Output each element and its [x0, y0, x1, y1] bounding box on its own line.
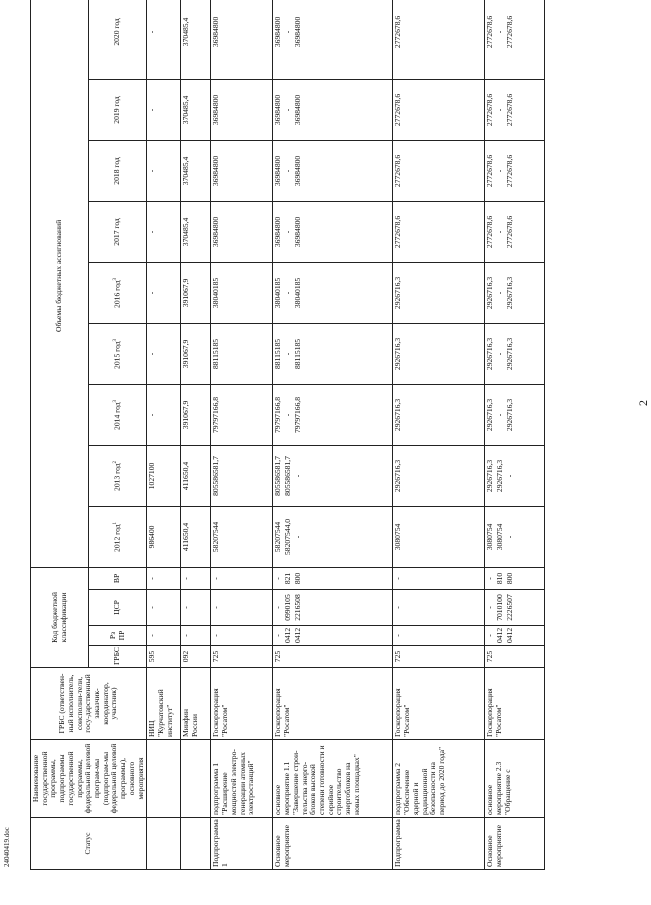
code-grbs-line: 725 — [273, 650, 283, 663]
value-cell-line: 88115185 — [293, 338, 303, 369]
table-row — [181, 0, 211, 870]
code-vr-line: 810 — [495, 572, 505, 585]
value-cell-line: 79797166,8 — [211, 396, 221, 433]
value-cell — [485, 384, 545, 445]
grbs-line: институт" — [164, 704, 174, 737]
value-cell-line: - — [495, 108, 505, 112]
header-volumes: Объемы бюджетных ассигнований — [31, 0, 89, 567]
value-cell-line: - — [147, 291, 157, 295]
value-cell — [393, 0, 485, 79]
code-csr-line: 2226507 — [505, 594, 515, 621]
value-cell — [211, 79, 273, 140]
status-cell: Основное мероприятие — [485, 818, 545, 870]
value-cell-line: 2926716,3 — [485, 459, 495, 493]
code-vr — [393, 567, 485, 589]
code-grbs-line: 092 — [181, 650, 191, 663]
code-rzpr-line: - — [393, 634, 403, 637]
value-cell — [393, 79, 485, 140]
code-rzpr-line: - — [485, 634, 495, 637]
code-rzpr — [485, 626, 545, 646]
value-cell — [273, 506, 393, 567]
value-cell-line: - — [293, 535, 303, 539]
value-cell — [393, 140, 485, 201]
value-cell — [147, 445, 181, 506]
code-csr — [147, 590, 181, 626]
name-cell: основное мероприятие 1.1 "Завершение строи-тельства энерго-блоков высокой степени готовности и серийное строительство энергоблоков на новых площадках" — [273, 740, 393, 818]
value-cell-line: 391067,9 — [181, 339, 191, 369]
code-vr-line: - — [147, 577, 157, 580]
grbs-line: Госкорпорация — [485, 688, 495, 737]
code-grbs — [181, 646, 211, 668]
value-cell-line: - — [505, 535, 515, 539]
value-cell — [485, 140, 545, 201]
code-rzpr-line: 0412 — [283, 627, 293, 643]
value-cell-line: 411650,4 — [181, 522, 191, 552]
code-grbs — [211, 646, 273, 668]
value-cell-line: 3080754 — [485, 523, 495, 551]
value-cell-line: 805586581,7 — [283, 456, 293, 496]
value-cell — [393, 506, 485, 567]
value-cell-line: 2772678,6 — [485, 15, 495, 49]
value-cell — [485, 323, 545, 384]
grbs-line: России — [190, 714, 200, 737]
value-cell — [211, 0, 273, 79]
value-cell-line: 2926716,3 — [393, 398, 403, 432]
header-year: 2012 год$^1$ — [89, 506, 147, 567]
code-rzpr-line: - — [181, 634, 191, 637]
value-cell — [211, 140, 273, 201]
value-cell-line: 36984800 — [293, 16, 303, 48]
header-year: 2016 год$^3$ — [89, 262, 147, 323]
value-cell-line: 2926716,3 — [393, 337, 403, 371]
value-cell-line: 36984800 — [211, 94, 221, 126]
value-cell-line: - — [147, 230, 157, 234]
value-cell — [393, 445, 485, 506]
value-cell — [273, 140, 393, 201]
status-cell: Подпрограмма 1 — [211, 818, 273, 870]
value-cell — [147, 201, 181, 262]
footer-filename: 24040419.doc — [3, 827, 11, 867]
grbs-line: "Росатом" — [282, 704, 292, 737]
value-cell-line: - — [147, 413, 157, 417]
table-row — [393, 0, 485, 870]
code-csr — [211, 590, 273, 626]
value-cell-line: 391067,9 — [181, 400, 191, 430]
value-cell-line: 36984800 — [273, 94, 283, 126]
table-body — [147, 0, 545, 870]
value-cell — [211, 445, 273, 506]
value-cell — [181, 0, 211, 79]
table-row — [147, 0, 181, 870]
value-cell-line: 2926716,3 — [393, 459, 403, 493]
value-cell-line: - — [283, 352, 293, 356]
value-cell-line: 1027100 — [147, 462, 157, 490]
value-cell-line: - — [495, 352, 505, 356]
code-grbs-line — [496, 648, 506, 665]
value-cell — [211, 201, 273, 262]
code-csr-line: - — [273, 606, 283, 609]
code-grbs — [273, 646, 393, 668]
value-cell-line: 36984800 — [293, 216, 303, 248]
value-cell-line: - — [495, 291, 505, 295]
name-cell: подпрограмма 2 "Обеспечение ядерной и радиационной безопасности на период до 2020 года" — [393, 740, 485, 818]
code-vr-line: 800 — [505, 572, 515, 585]
grbs-responsible-cell — [393, 668, 485, 740]
value-cell — [181, 506, 211, 567]
value-cell-line: 2772678,6 — [505, 15, 515, 49]
value-cell-line: - — [147, 352, 157, 356]
header-status: Статус — [31, 818, 147, 870]
code-grbs-line: 725 — [393, 650, 403, 663]
budget-table — [30, 0, 545, 870]
code-csr — [393, 590, 485, 626]
code-vr-line: 821 — [283, 572, 293, 585]
grbs-line: Госкорпорация — [273, 688, 283, 737]
value-cell-line: 79797166,8 — [273, 396, 283, 433]
value-cell — [393, 201, 485, 262]
value-cell-line: 58207544 — [273, 521, 283, 553]
header-code-vr: ВР — [89, 567, 147, 589]
code-vr — [485, 567, 545, 589]
value-cell — [181, 201, 211, 262]
value-cell-line: - — [283, 30, 293, 34]
value-cell-line: 36984800 — [273, 216, 283, 248]
value-cell-line: 36984800 — [211, 16, 221, 48]
value-cell — [273, 262, 393, 323]
table-row — [211, 0, 273, 870]
value-cell — [393, 262, 485, 323]
code-vr — [147, 567, 181, 589]
value-cell — [485, 506, 545, 567]
value-cell-line: 2772678,6 — [393, 154, 403, 188]
code-vr-line: 800 — [293, 572, 303, 585]
code-vr-line: - — [273, 577, 283, 580]
value-cell-line: 36984800 — [273, 155, 283, 187]
header-code-csr: ЦСР — [89, 590, 147, 626]
code-rzpr-line: - — [211, 634, 221, 637]
value-cell-line: - — [283, 413, 293, 417]
value-cell — [147, 79, 181, 140]
code-vr-line: - — [485, 577, 495, 580]
value-cell-line: 2926716,3 — [485, 398, 495, 432]
value-cell-line: 2772678,6 — [393, 15, 403, 49]
value-cell — [393, 323, 485, 384]
value-cell-line: 2772678,6 — [485, 215, 495, 249]
code-csr — [181, 590, 211, 626]
grbs-line: "Росатом" — [402, 704, 412, 737]
value-cell-line: 38040185 — [293, 277, 303, 309]
table-row — [485, 0, 545, 870]
value-cell-line: 36984800 — [273, 16, 283, 48]
value-cell — [181, 323, 211, 384]
value-cell-line: 88115185 — [273, 338, 283, 369]
grbs-line: "Росатом" — [494, 704, 504, 737]
value-cell-line: - — [283, 169, 293, 173]
header-code-rzpr: Рз ПР — [89, 626, 147, 646]
value-cell-line: 370485,4 — [181, 156, 191, 186]
value-cell-line: 2926716,3 — [393, 276, 403, 310]
value-cell-line: 986400 — [147, 525, 157, 549]
code-rzpr-line: - — [273, 634, 283, 637]
value-cell-line: 370485,4 — [181, 95, 191, 125]
value-cell-line: 370485,4 — [181, 217, 191, 247]
code-rzpr — [147, 626, 181, 646]
grbs-line: Госкорпорация — [211, 688, 221, 737]
code-rzpr — [393, 626, 485, 646]
value-cell-line: 36984800 — [211, 155, 221, 187]
budget-table-sheet — [30, 15, 632, 870]
value-cell-line: 2926716,3 — [485, 337, 495, 371]
value-cell-line: 2772678,6 — [485, 154, 495, 188]
value-cell-line: 2926716,3 — [505, 398, 515, 432]
code-csr-line: - — [181, 606, 191, 609]
page-number: 2 — [636, 400, 650, 406]
status-cell — [181, 818, 211, 870]
code-rzpr-line: 0412 — [293, 627, 303, 643]
value-cell — [485, 262, 545, 323]
value-cell-line: - — [283, 291, 293, 295]
code-grbs-line — [294, 648, 304, 665]
grbs-responsible-cell — [181, 668, 211, 740]
value-cell — [181, 140, 211, 201]
header-year: 2017 год — [89, 201, 147, 262]
code-vr-line: - — [211, 577, 221, 580]
value-cell — [485, 445, 545, 506]
grbs-line: Госкорпорация — [393, 688, 403, 737]
code-grbs-line: 725 — [211, 650, 221, 663]
value-cell — [147, 323, 181, 384]
code-rzpr — [211, 626, 273, 646]
header-budget-code: Код бюджетной классификации — [31, 567, 89, 667]
value-cell-line: 2926716,3 — [505, 276, 515, 310]
value-cell-line: 2926716,3 — [485, 276, 495, 310]
code-grbs-line: 725 — [485, 650, 495, 663]
value-cell-line: - — [283, 108, 293, 112]
header-year: 2018 год — [89, 140, 147, 201]
value-cell-line: - — [283, 230, 293, 234]
value-cell-line: - — [293, 474, 303, 478]
value-cell-line: 2772678,6 — [505, 215, 515, 249]
status-cell: Подпрограмма — [393, 818, 485, 870]
value-cell-line: 391067,9 — [181, 278, 191, 308]
code-grbs-line — [284, 648, 294, 665]
code-grbs-line: 595 — [147, 650, 157, 663]
value-cell — [147, 384, 181, 445]
code-vr — [211, 567, 273, 589]
code-csr — [485, 590, 545, 626]
code-grbs — [393, 646, 485, 668]
value-cell-line: 36984800 — [211, 216, 221, 248]
value-cell — [181, 384, 211, 445]
value-cell-line: 805586581,7 — [273, 456, 283, 496]
value-cell-line: 2772678,6 — [505, 93, 515, 127]
value-cell — [273, 79, 393, 140]
value-cell — [147, 262, 181, 323]
value-cell — [273, 323, 393, 384]
header-grbs-responsible: ГРБС (ответствен-ный исполнитель, соисполни-тели, госу-дарственный заказчик-координатор, участник) — [31, 668, 147, 740]
header-year: 2014 год$^3$ — [89, 384, 147, 445]
value-cell-line: 2926716,3 — [495, 459, 505, 493]
code-grbs — [147, 646, 181, 668]
value-cell-line: - — [147, 108, 157, 112]
code-rzpr-line: 0412 — [495, 627, 505, 643]
grbs-line: Минфин — [181, 709, 191, 737]
value-cell-line: 38040185 — [273, 277, 283, 309]
status-cell — [147, 818, 181, 870]
value-cell-line: 411650,4 — [181, 461, 191, 491]
value-cell-line: 79797166,8 — [293, 396, 303, 433]
value-cell-line: 2772678,6 — [393, 93, 403, 127]
code-csr-line: 0990105 — [283, 594, 293, 621]
grbs-responsible-cell — [211, 668, 273, 740]
value-cell-line: - — [147, 30, 157, 34]
value-cell-line: - — [495, 230, 505, 234]
value-cell-line: - — [147, 169, 157, 173]
value-cell — [211, 506, 273, 567]
value-cell — [273, 201, 393, 262]
value-cell — [273, 445, 393, 506]
name-cell — [147, 740, 181, 818]
header-code-grbs: ГРБС — [89, 646, 147, 668]
grbs-line: "Курчатовский — [156, 689, 166, 737]
grbs-line: НИЦ — [147, 720, 157, 737]
grbs-line: "Росатом" — [220, 704, 230, 737]
code-csr-line: - — [147, 606, 157, 609]
value-cell — [147, 506, 181, 567]
value-cell — [485, 201, 545, 262]
code-csr-line: 7010100 — [495, 594, 505, 621]
code-rzpr-line: 0412 — [505, 627, 515, 643]
name-cell — [181, 740, 211, 818]
value-cell-line: - — [495, 413, 505, 417]
code-vr-line: - — [181, 577, 191, 580]
value-cell — [485, 79, 545, 140]
value-cell-line: 2926716,3 — [505, 337, 515, 371]
value-cell-line: 36984800 — [293, 94, 303, 126]
code-vr — [181, 567, 211, 589]
header-year: 2015 год$^3$ — [89, 323, 147, 384]
value-cell-line: 58207544,0 — [283, 518, 293, 555]
value-cell — [147, 0, 181, 79]
value-cell-line: - — [495, 169, 505, 173]
header-year: 2013 год$^2$ — [89, 445, 147, 506]
value-cell-line: 805586581,7 — [211, 456, 221, 496]
header-year: 2020 год — [89, 0, 147, 79]
code-rzpr — [273, 626, 393, 646]
name-cell: подпрограмма 1 "Расширение мощностей электро-генерации атомных электростанций" — [211, 740, 273, 818]
value-cell-line: 2772678,6 — [485, 93, 495, 127]
table-row — [273, 0, 393, 870]
value-cell — [273, 384, 393, 445]
value-cell-line: 38040185 — [211, 277, 221, 309]
value-cell-line: 2772678,6 — [393, 215, 403, 249]
header-name: Наименование государственной программы, подпрограммы государственной программы, федеральной целевой програм-мы (подпрограм-мы федеральной целевой программы), основного мероприятия — [31, 740, 147, 818]
value-cell — [211, 323, 273, 384]
value-cell — [181, 79, 211, 140]
grbs-responsible-cell — [273, 668, 393, 740]
value-cell — [485, 0, 545, 79]
code-csr-line: 2216508 — [293, 594, 303, 621]
code-csr-line: - — [211, 606, 221, 609]
code-vr-line: - — [393, 577, 403, 580]
value-cell-line: 3080754 — [495, 523, 505, 551]
value-cell — [211, 384, 273, 445]
header-year: 2019 год — [89, 79, 147, 140]
code-grbs — [485, 646, 545, 668]
code-rzpr-line: - — [147, 634, 157, 637]
value-cell — [273, 0, 393, 79]
name-cell: основное мероприятие 2.3 "Обращение с — [485, 740, 545, 818]
value-cell-line: 58207544 — [211, 521, 221, 553]
value-cell-line: 3080754 — [393, 523, 403, 551]
value-cell-line: 36984800 — [293, 155, 303, 187]
value-cell-line: - — [505, 474, 515, 478]
value-cell — [393, 384, 485, 445]
value-cell-line: 2772678,6 — [505, 154, 515, 188]
grbs-responsible-cell — [485, 668, 545, 740]
value-cell — [147, 140, 181, 201]
grbs-responsible-cell — [147, 668, 181, 740]
code-csr-line: - — [485, 606, 495, 609]
value-cell-line: - — [495, 30, 505, 34]
value-cell-line: 88115185 — [211, 338, 221, 369]
value-cell — [181, 445, 211, 506]
code-rzpr — [181, 626, 211, 646]
value-cell-line: 370485,4 — [181, 17, 191, 47]
status-cell: Основное мероприятие — [273, 818, 393, 870]
code-vr — [273, 567, 393, 589]
value-cell — [181, 262, 211, 323]
code-grbs-line — [506, 648, 516, 665]
code-csr — [273, 590, 393, 626]
value-cell — [211, 262, 273, 323]
code-csr-line: - — [393, 606, 403, 609]
